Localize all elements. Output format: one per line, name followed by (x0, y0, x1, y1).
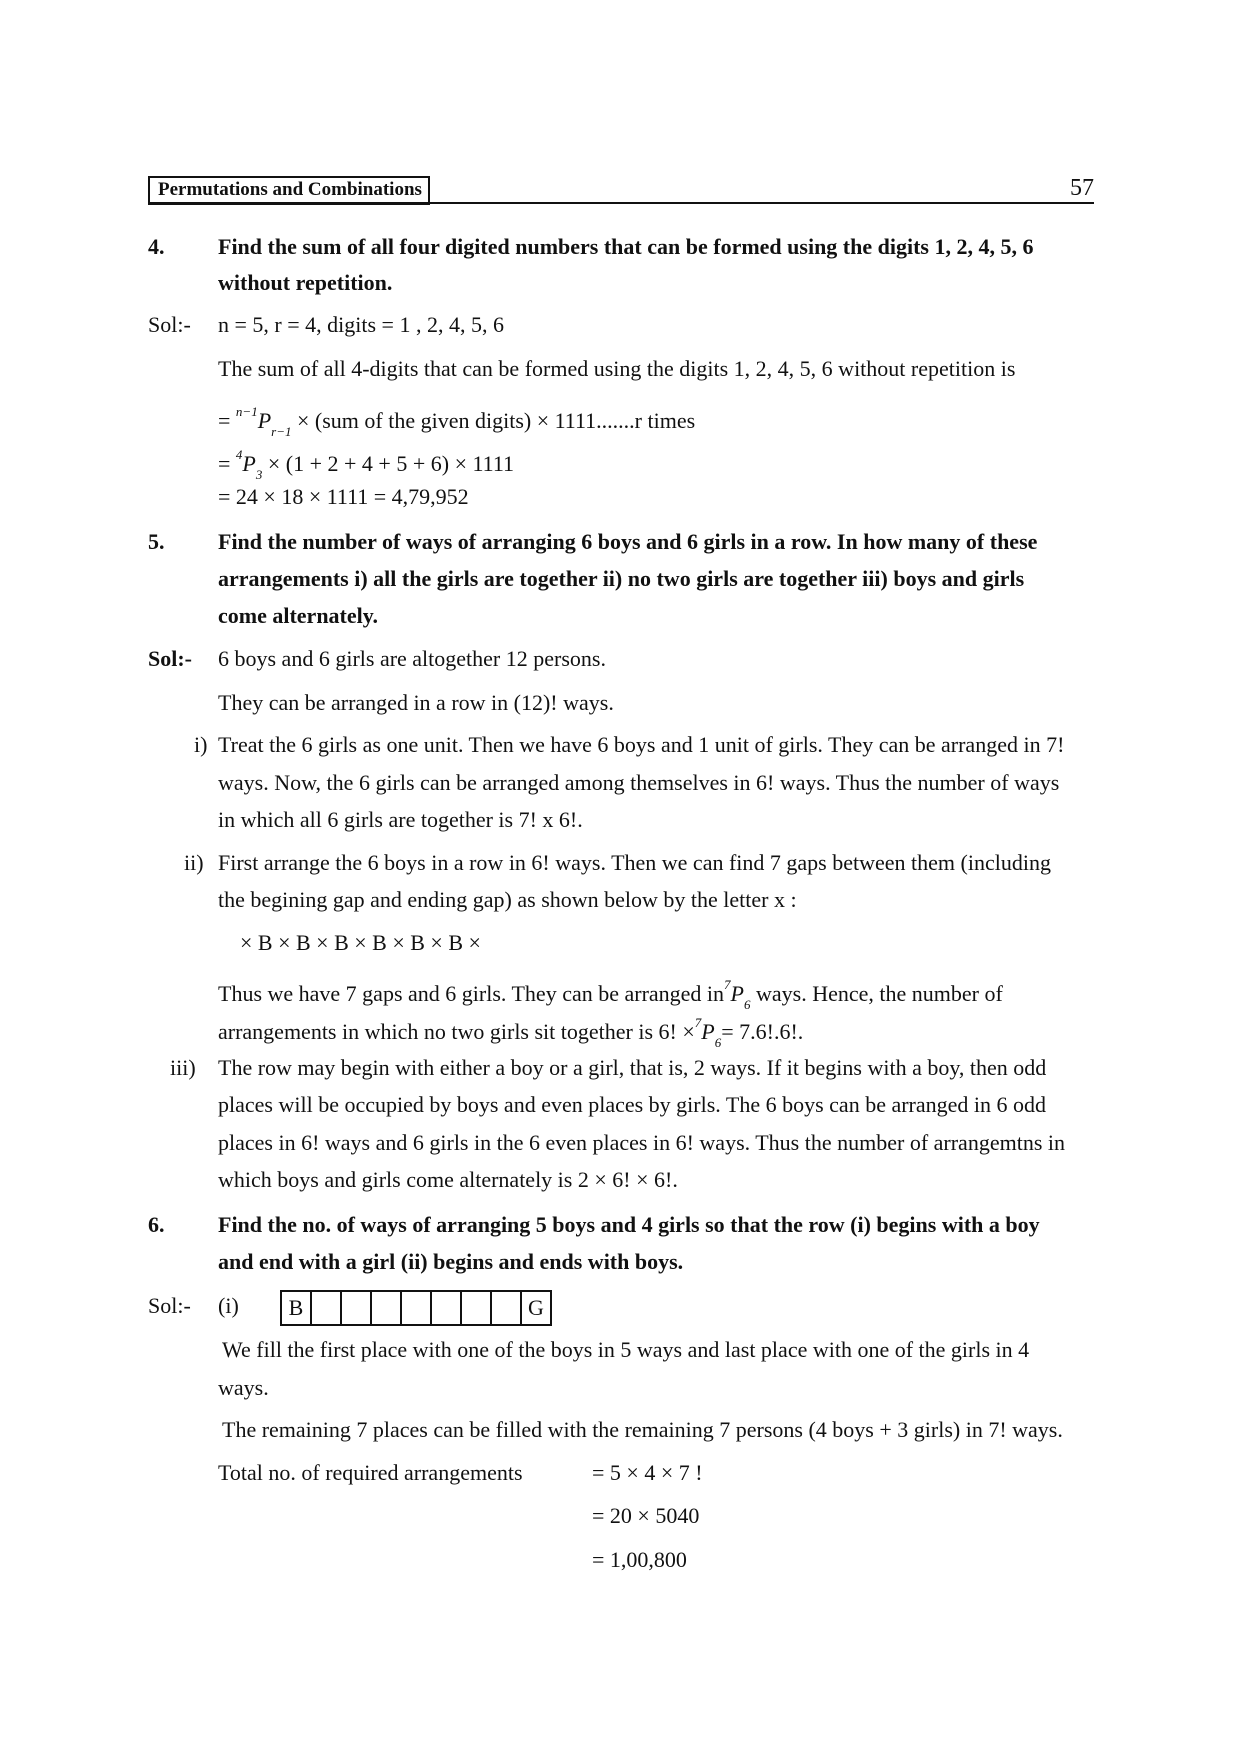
q5-text-line2: arrangements i) all the girls are together ii) no two girls are together iii) boys and girls (218, 566, 1025, 591)
q5-part-ii-line4-b: = 7.6!.6!. (721, 1019, 804, 1044)
chapter-title: Permutations and Combinations (148, 176, 430, 205)
q6-calc-line1: = 5 × 4 × 7 ! (592, 1460, 703, 1485)
seat-box (372, 1292, 402, 1324)
q5-part-i-line3: in which all 6 girls are together is 7! x 6!. (218, 807, 583, 832)
q6-calc-line2: = 20 × 5040 (592, 1503, 700, 1528)
q6-text-line2: and end with a girl (ii) begins and ends with boys. (218, 1249, 684, 1274)
q4-formula2-sub: 3 (255, 467, 263, 482)
q5-number: 5. (148, 529, 165, 554)
q4-formula1-eq: = (218, 408, 231, 433)
seat-box (492, 1292, 522, 1324)
q5-part-ii-line4-sup: 7 (694, 1015, 702, 1030)
q5-part-ii-label: ii) (184, 850, 204, 875)
q4-formula2-eq: = (218, 451, 231, 476)
q4-sol-label: Sol:- (148, 312, 191, 337)
q5-part-ii-line3-p: P (730, 981, 744, 1006)
seat-box (432, 1292, 462, 1324)
q4-formula1-sub: r−1 (271, 424, 292, 439)
seat-boxes (280, 1290, 552, 1326)
q4-formula1-rest: × (sum of the given digits) × 1111.......r times (297, 408, 696, 433)
q6-sol-line2: ways. (218, 1375, 269, 1400)
q5-gap-pattern: × B × B × B × B × B × B × (240, 930, 481, 955)
q5-text-line3: come alternately. (218, 603, 379, 628)
q4-formula1-sup: n−1 (235, 404, 258, 419)
q5-sol-line1: 6 boys and 6 girls are altogether 12 persons. (218, 646, 606, 671)
q5-part-ii-line1: First arrange the 6 boys in a row in 6! ways. Then we can find 7 gaps between them (including (218, 850, 1051, 875)
q5-part-iii-label: iii) (170, 1055, 196, 1080)
q6-calc-line3: = 1,00,800 (592, 1547, 687, 1572)
q5-part-iii-line3: places in 6! ways and 6 girls in the 6 even places in 6! ways. Thus the number of arrangemtns in (218, 1130, 1065, 1155)
q5-part-ii-line4-p: P (701, 1019, 715, 1044)
q6-sol-part: (i) (218, 1293, 239, 1318)
seat-box (402, 1292, 432, 1324)
q4-text-line2: without repetition. (218, 270, 393, 295)
q6-sol-label: Sol:- (148, 1293, 191, 1318)
q5-part-ii-line2: the begining gap and ending gap) as shown below by the letter x : (218, 887, 797, 912)
q4-formula2-sup: 4 (235, 447, 243, 462)
q4-formula1-p: P (257, 408, 272, 433)
q5-sol-label: Sol:- (148, 646, 192, 671)
q5-part-ii-line3-b: ways. Hence, the number of (756, 981, 1003, 1006)
seat-box (342, 1292, 372, 1324)
q5-sol-line2: They can be arranged in a row in (12)! ways. (218, 690, 614, 715)
q5-part-iii-line2: places will be occupied by boys and even places by girls. The 6 boys can be arranged in 6 odd (218, 1092, 1047, 1117)
q4-text-line1: Find the sum of all four digited numbers that can be formed using the digits 1, 2, 4, 5, 6 (218, 234, 1034, 259)
seat-box-last: G (528, 1295, 544, 1320)
q5-part-iii-line1: The row may begin with either a boy or a girl, that is, 2 ways. If it begins with a boy, then odd (218, 1055, 1047, 1080)
q5-part-i-line1: Treat the 6 girls as one unit. Then we have 6 boys and 1 unit of girls. They can be arranged in 7! (218, 732, 1065, 757)
q5-part-iii-line4: which boys and girls come alternately is 2 × 6! × 6!. (218, 1167, 678, 1192)
page-number: 57 (1070, 175, 1094, 201)
q5-text-line1: Find the number of ways of arranging 6 boys and 6 girls in a row. In how many of these (218, 529, 1038, 554)
q6-sol-line3: The remaining 7 places can be filled with the remaining 7 persons (4 boys + 3 girls) in 7! ways. (222, 1417, 1063, 1442)
header-rule (148, 202, 1094, 204)
q5-part-ii-line3-sub: 6 (744, 997, 751, 1012)
q4-sol-line1: n = 5, r = 4, digits = 1 , 2, 4, 5, 6 (218, 312, 504, 337)
q6-sol-line1: We fill the first place with one of the boys in 5 ways and last place with one of the girls in 4 (222, 1337, 1030, 1362)
seat-box-first: B (282, 1292, 312, 1324)
q6-total-label: Total no. of required arrangements (218, 1460, 523, 1485)
q6-text-line1: Find the no. of ways of arranging 5 boys and 4 girls so that the row (i) begins with a boy (218, 1212, 1040, 1237)
q4-number: 4. (148, 234, 165, 259)
q5-part-ii-line4 (218, 1008, 803, 1058)
q4-sol-line2: The sum of all 4-digits that can be formed using the digits 1, 2, 4, 5, 6 without repetition is (218, 356, 1016, 381)
q6-number: 6. (148, 1212, 165, 1237)
seat-box (312, 1292, 342, 1324)
seat-box (462, 1292, 492, 1324)
q5-part-ii-line4-sub: 6 (714, 1035, 722, 1050)
q5-part-i-label: i) (194, 732, 208, 757)
q4-formula3: = 24 × 18 × 1111 = 4,79,952 (218, 484, 469, 509)
q5-part-ii-line3-sup: 7 (724, 977, 731, 992)
q5-part-ii-line4-a: arrangements in which no two girls sit together is 6! × (218, 1019, 695, 1044)
q5-part-i-line2: ways. Now, the 6 girls can be arranged among themselves in 6! ways. Thus the number of ways (218, 770, 1060, 795)
q4-formula2-rest: × (1 + 2 + 4 + 5 + 6) × 1111 (267, 451, 515, 476)
q5-part-ii-line3-a: Thus we have 7 gaps and 6 girls. They can be arranged in (218, 981, 725, 1006)
q4-formula2-p: P (242, 451, 256, 476)
